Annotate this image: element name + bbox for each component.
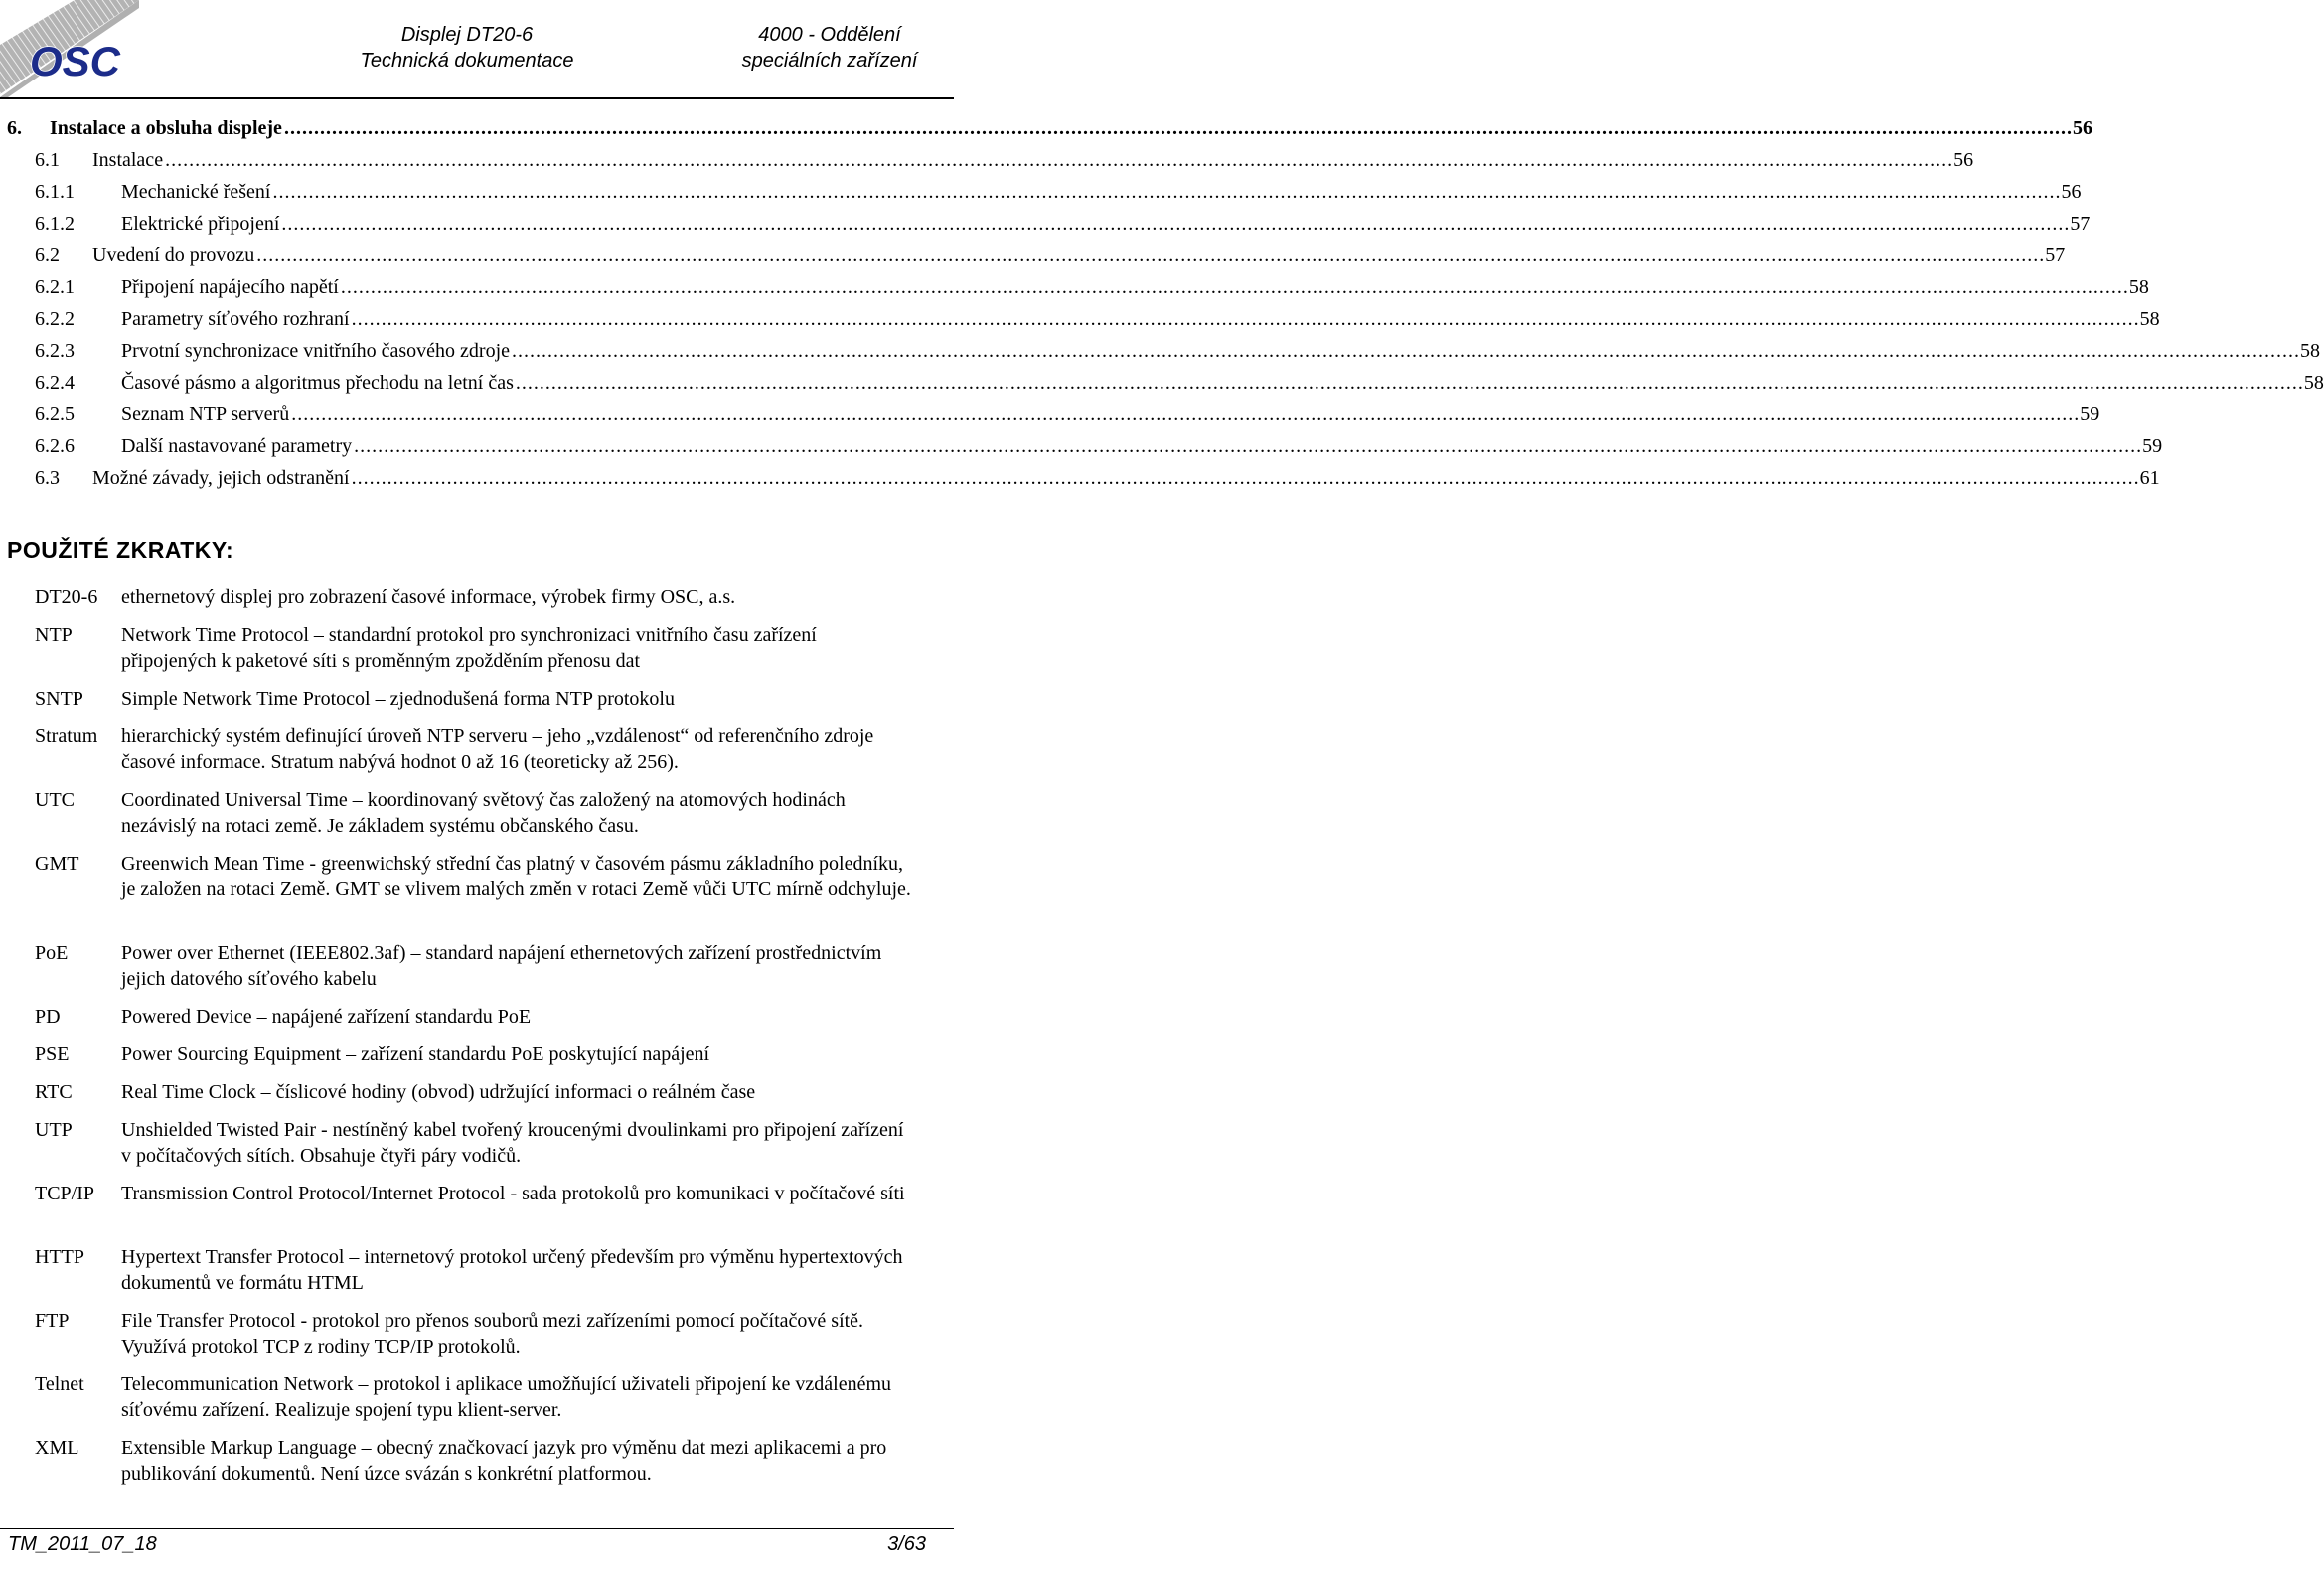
- toc-entry[interactable]: [0, 372, 2324, 403]
- toc-page: 61: [2139, 467, 2160, 489]
- toc-page: 56: [2061, 181, 2082, 203]
- abbreviation-definition: Network Time Protocol – standardní protokol pro synchronizaci vnitřního času zařízení připojených k paketové síti s proměnným zpožděním přenosu dat: [121, 624, 817, 672]
- abbreviation-definition: Powered Device – napájené zařízení standardu PoE: [121, 1006, 532, 1028]
- abbreviation-term: HTTP: [35, 1246, 84, 1268]
- toc-title: Instalace a obsluha displeje: [50, 117, 282, 139]
- abbreviation-definition: Power Sourcing Equipment – zařízení standardu PoE poskytující napájení: [121, 1043, 710, 1065]
- toc-entry[interactable]: [0, 435, 2163, 467]
- toc-number: 6.2.1: [35, 276, 75, 298]
- toc-leader: ............................................................................................................................................................................................................................................................................................................: [165, 149, 1954, 171]
- logo-text: OSC: [30, 38, 121, 84]
- page-header: [0, 0, 954, 99]
- toc-number: 6.: [7, 117, 22, 139]
- abbreviation-term: FTP: [35, 1310, 70, 1332]
- abbreviation-definition: Coordinated Universal Time – koordinovaný světový čas založený na atomových hodinách nezávislý na rotaci země. Je základem systému občanského času.: [121, 789, 846, 837]
- document-id: TM_2011_07_18: [8, 1533, 157, 1555]
- toc-page: 58: [2300, 340, 2320, 362]
- abbreviation-definition: Telecommunication Network – protokol i aplikace umožňující uživateli připojení ke vzdálenému síťovému zařízení. Realizuje spojení typu klient-server.: [121, 1373, 892, 1421]
- toc-leader: ............................................................................................................................................................................................................................................................................................................: [354, 435, 2143, 457]
- toc-number: 6.1: [35, 149, 60, 171]
- toc-leader: ............................................................................................................................................................................................................................................................................................................: [351, 308, 2140, 330]
- toc-title: Parametry síťového rozhraní: [121, 308, 350, 330]
- abbreviation-definition: Power over Ethernet (IEEE802.3af) – standard napájení ethernetových zařízení prostřednictvím jejich datového síťového kabelu: [121, 942, 882, 990]
- osc-logo: [0, 0, 139, 99]
- toc-leader: ............................................................................................................................................................................................................................................................................................................: [256, 244, 2046, 266]
- toc-page: 57: [2045, 244, 2066, 266]
- toc-title: Prvotní synchronizace vnitřního časového zdroje: [121, 340, 510, 362]
- abbreviation-term: TCP/IP: [35, 1183, 95, 1204]
- product-name: Displej DT20-6: [400, 24, 534, 46]
- toc-page: 58: [2139, 308, 2160, 330]
- abbreviation-definition: File Transfer Protocol - protokol pro přenos souborů mezi zařízeními pomocí počítačové sítě. Využívá protokol TCP z rodiny TCP/IP protokolů.: [121, 1310, 864, 1357]
- toc-number: 6.2: [35, 244, 60, 266]
- abbreviation-definition: Real Time Clock – číslicové hodiny (obvod) udržující informaci o reálném čase: [121, 1081, 756, 1103]
- abbreviation-definition: Unshielded Twisted Pair - nestíněný kabel tvořený kroucenými dvoulinkami pro připojení zařízení v počítačových sítích. Obsahuje čtyři páry vodičů.: [121, 1119, 904, 1167]
- footer-divider: [0, 1528, 954, 1529]
- toc-title: Další nastavované parametry: [121, 435, 353, 457]
- abbreviation-term: Telnet: [35, 1373, 84, 1395]
- toc-number: 6.1.1: [35, 181, 75, 203]
- abbreviation-term: RTC: [35, 1081, 73, 1103]
- toc-leader: ............................................................................................................................................................................................................................................................................................................: [272, 181, 2062, 203]
- abbreviation-term: PoE: [35, 942, 69, 964]
- toc-title: Seznam NTP serverů: [121, 403, 290, 425]
- toc-entry[interactable]: [0, 117, 2092, 149]
- toc-page: 58: [2303, 372, 2324, 394]
- abbreviation-term: Stratum: [35, 725, 98, 747]
- header-divider: [0, 97, 954, 99]
- toc-number: 6.2.2: [35, 308, 75, 330]
- abbreviation-term: DT20-6: [35, 586, 98, 608]
- toc-title: Instalace: [92, 149, 164, 171]
- abbreviation-term: PD: [35, 1006, 61, 1028]
- abbreviation-definition: Extensible Markup Language – obecný značkovací jazyk pro výměnu dat mezi aplikacemi a pro publikování dokumentů. Není úzce svázán s konkrétní platformou.: [121, 1437, 887, 1485]
- toc-leader: ............................................................................................................................................................................................................................................................................................................: [512, 340, 2300, 362]
- toc-entry[interactable]: [0, 276, 2149, 308]
- toc-number: 6.2.3: [35, 340, 75, 362]
- abbreviation-term: GMT: [35, 853, 79, 875]
- toc-entry[interactable]: [0, 244, 2066, 276]
- toc-entry[interactable]: [0, 149, 1974, 181]
- toc-leader: ............................................................................................................................................................................................................................................................................................................: [281, 213, 2071, 235]
- toc-leader: ............................................................................................................................................................................................................................................................................................................: [340, 276, 2129, 298]
- abbreviation-term: XML: [35, 1437, 79, 1459]
- toc-page: 58: [2128, 276, 2149, 298]
- toc-entry[interactable]: [0, 213, 2091, 244]
- toc-page: 59: [2080, 403, 2100, 425]
- abbreviation-term: UTP: [35, 1119, 73, 1141]
- abbreviation-term: SNTP: [35, 688, 83, 710]
- abbreviation-definition: Transmission Control Protocol/Internet Protocol - sada protokolů pro komunikaci v počítačové síti: [121, 1183, 905, 1204]
- department-line2: speciálních zařízení: [741, 50, 918, 72]
- toc-page: 57: [2070, 213, 2091, 235]
- toc-number: 6.2.6: [35, 435, 75, 457]
- document-type: Technická dokumentace: [360, 50, 574, 72]
- toc-entry[interactable]: [0, 340, 2320, 372]
- abbreviation-definition: hierarchický systém definující úroveň NTP serveru – jeho „vzdálenost“ od referenčního zdroje časové informace. Stratum nabývá hodnot 0 až 16 (teoreticky až 256).: [121, 725, 874, 773]
- toc-entry[interactable]: [0, 308, 2160, 340]
- toc-leader: ............................................................................................................................................................................................................................................................................................................: [515, 372, 2304, 394]
- toc-number: 6.2.4: [35, 372, 75, 394]
- toc-number: 6.3: [35, 467, 60, 489]
- toc-leader: ............................................................................................................................................................................................................................................................................................................: [283, 117, 2073, 139]
- toc-title: Časové pásmo a algoritmus přechodu na letní čas: [121, 372, 514, 394]
- toc-leader: ............................................................................................................................................................................................................................................................................................................: [291, 403, 2081, 425]
- toc-leader: ............................................................................................................................................................................................................................................................................................................: [351, 467, 2140, 489]
- department: [710, 22, 949, 74]
- toc-title: Uvedení do provozu: [92, 244, 255, 266]
- page-number: 3/63: [887, 1533, 926, 1555]
- toc-title: Možné závady, jejich odstranění: [92, 467, 350, 489]
- toc-page: 56: [2072, 117, 2092, 139]
- toc-title: Elektrické připojení: [121, 213, 280, 235]
- abbreviation-definition: Greenwich Mean Time - greenwichský střední čas platný v časovém pásmu základního poledníku, je založen na rotaci Země. GMT se vlivem malých změn v rotaci Země vůči UTC mírně odchyluje.: [121, 853, 911, 900]
- abbreviation-definition: ethernetový displej pro zobrazení časové informace, výrobek firmy OSC, a.s.: [121, 586, 736, 608]
- toc-title: Připojení napájecího napětí: [121, 276, 339, 298]
- abbreviation-term: NTP: [35, 624, 73, 646]
- toc-entry[interactable]: [0, 181, 2082, 213]
- abbreviation-definition: Hypertext Transfer Protocol – internetový protokol určený především pro výměnu hypertextových dokumentů ve formátu HTML: [121, 1246, 903, 1294]
- toc-page: 59: [2142, 435, 2163, 457]
- abbreviation-term: UTC: [35, 789, 75, 811]
- abbreviation-definition: Simple Network Time Protocol – zjednodušená forma NTP protokolu: [121, 688, 675, 710]
- toc-number: 6.1.2: [35, 213, 75, 235]
- section-heading: POUŽITÉ ZKRATKY:: [7, 537, 234, 562]
- toc-page: 56: [1953, 149, 1974, 171]
- toc-number: 6.2.5: [35, 403, 75, 425]
- toc-entry[interactable]: [0, 467, 2160, 499]
- abbreviation-term: PSE: [35, 1043, 70, 1065]
- toc-title: Mechanické řešení: [121, 181, 271, 203]
- toc-entry[interactable]: [0, 403, 2100, 435]
- document-title: [318, 22, 616, 74]
- department-line1: 4000 - Oddělení: [758, 24, 901, 46]
